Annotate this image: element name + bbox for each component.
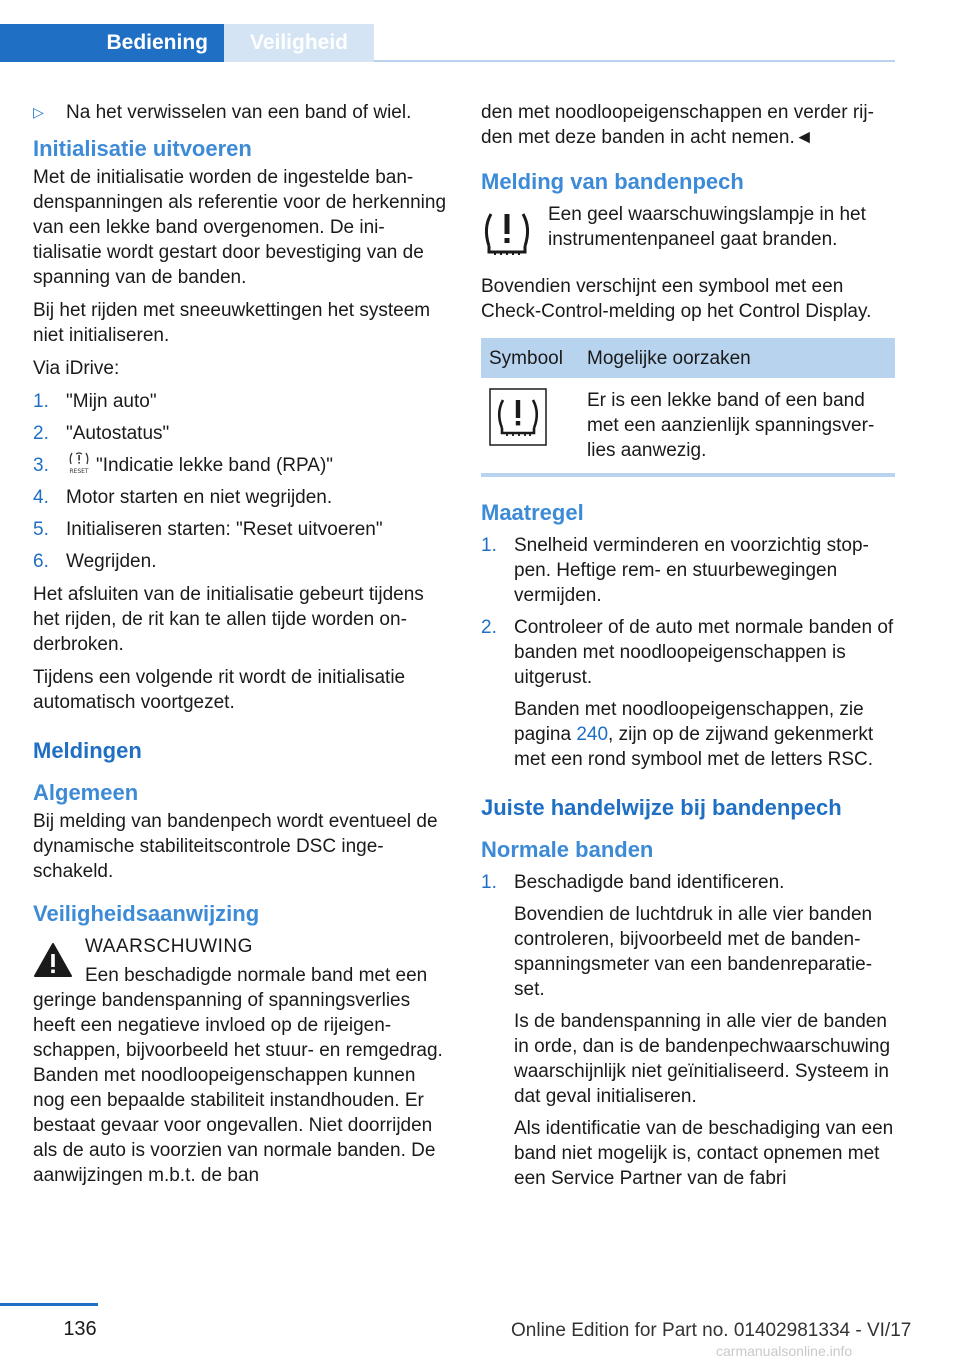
paragraph: Met de initialisatie worden de ingestelde bandenspanningen als referentie voor de herkenning van een lekke band overgenomen. De initialisatie wordt gestart door bevestiging van de spanning van de banden. bbox=[33, 167, 447, 288]
step-text: Initialiseren starten: "Reset uitvoeren" bbox=[66, 519, 383, 540]
heading-meldingen: Meldingen bbox=[33, 738, 142, 763]
step-text-with-icon bbox=[66, 453, 447, 478]
heading-initialisatie: Initialisatie uitvoeren bbox=[33, 136, 252, 161]
idrive-steps bbox=[33, 389, 447, 574]
table-cell-symbol bbox=[481, 378, 579, 475]
paragraph: Een geel waarschuwingslampje in het instrumentenpaneel gaat branden. bbox=[548, 204, 866, 250]
heading-melding-bandenpech: Melding van bandenpech bbox=[481, 169, 744, 194]
page-number: 136 bbox=[63, 1318, 97, 1340]
heading-juiste-handelwijze: Juiste handelwijze bij bandenpech bbox=[481, 795, 842, 820]
step-text: Controleer of de auto met normale banden of banden met noodloopeigenschappen is uitgerust. bbox=[514, 617, 894, 688]
paragraph: Bovendien verschijnt een symbool met een Check-Control-melding op het Control Display. bbox=[481, 276, 872, 322]
left-column bbox=[33, 100, 447, 1188]
step-number: 5. bbox=[33, 519, 49, 540]
bullet-text: Na het verwisselen van een band of wiel. bbox=[66, 102, 412, 123]
paragraph: Bij het rijden met sneeuwkettingen het systeem niet initialiseren. bbox=[33, 300, 431, 346]
table-header-row bbox=[481, 338, 895, 378]
watermark: carmanualsonline.info bbox=[716, 1343, 853, 1359]
step-subtext: Bovendien de luchtdruk in alle vier banden controleren, bijvoorbeeld met de bandenspanningsmeter van een bandenreparatieset. bbox=[514, 904, 873, 1000]
step-number: 1. bbox=[481, 535, 497, 556]
step-subtext: Is de bandenspanning in alle vier de banden in orde, dan is de bandenpechwaarschuwing waarschijnlijk niet geïnitialiseerd. Systeem in dat geval initialiseren. bbox=[514, 1011, 891, 1107]
warning-first-line: Een beschadigde normale band met een bbox=[85, 965, 428, 986]
warning-triangle-icon bbox=[33, 942, 73, 978]
step-text: "Indicatie lekke band (RPA)" bbox=[96, 455, 334, 476]
paragraph: Bij melding van bandenpech wordt eventueel de dynamische stabiliteitscontrole DSC ingeschakeld. bbox=[33, 811, 438, 882]
footer-rule bbox=[0, 1303, 98, 1306]
list-item bbox=[33, 421, 447, 446]
step-subtext: Als identificatie van de beschadiging van een band niet mogelijk is, contact opnemen met een Service Partner van de fabri bbox=[514, 1118, 894, 1189]
page-header bbox=[0, 0, 895, 62]
column-header: Symbool bbox=[481, 338, 579, 378]
tpms-warning-icon bbox=[481, 206, 533, 260]
step-number: 1. bbox=[481, 872, 497, 893]
heading-normale-banden: Normale banden bbox=[481, 837, 654, 862]
page-link-240[interactable]: 240 bbox=[576, 724, 609, 745]
step-number: 2. bbox=[33, 423, 49, 444]
step-number: 6. bbox=[33, 551, 49, 572]
step-number: 1. bbox=[33, 391, 49, 412]
warning-title: WAARSCHUWING bbox=[85, 936, 253, 957]
right-column bbox=[481, 100, 895, 1199]
symbol-table bbox=[481, 338, 895, 477]
step-subtext: Banden met noodloopeigenschappen, zie pagina 240, zijn op de zijwand gekenmerkt met een rond symbool met de letters RSC. bbox=[514, 699, 874, 770]
paragraph: den met noodloopeigenschappen en verder rijden met deze banden in acht nemen.◄ bbox=[481, 102, 874, 148]
paragraph: Tijdens een volgende rit wordt de initialisatie automatisch voortgezet. bbox=[33, 667, 406, 713]
heading-maatregel: Maatregel bbox=[481, 500, 584, 525]
tpms-reset-icon bbox=[66, 450, 92, 476]
step-text: "Autostatus" bbox=[66, 423, 170, 444]
step-text: "Mijn auto" bbox=[66, 391, 157, 412]
step-text: Wegrijden. bbox=[66, 551, 157, 572]
list-item bbox=[33, 549, 447, 574]
tab-bediening[interactable]: Bediening bbox=[0, 24, 224, 62]
list-item bbox=[481, 870, 895, 1191]
tpms-lamp-block bbox=[481, 202, 895, 262]
paragraph: Het afsluiten van de initialisatie gebeurt tijdens het rijden, de rit kan te allen tijde worden onderbroken. bbox=[33, 584, 424, 655]
triangle-bullet-icon: ▷ bbox=[33, 104, 44, 120]
warning-block bbox=[33, 934, 447, 1188]
list-item bbox=[33, 517, 447, 542]
edition-text: Online Edition for Part no. 01402981334 - VI/17 bbox=[511, 1320, 912, 1341]
step-text: Snelheid verminderen en voorzichtig stoppen. Heftige rem- en stuurbewegingen vermijden. bbox=[514, 535, 869, 606]
step-body bbox=[514, 870, 895, 1191]
tab-veiligheid[interactable]: Veiligheid bbox=[224, 24, 374, 62]
step-text: Beschadigde band identificeren. bbox=[514, 872, 785, 893]
tpms-symbol-icon bbox=[489, 388, 547, 446]
list-item bbox=[481, 533, 895, 608]
list-item bbox=[33, 485, 447, 510]
normale-banden-steps bbox=[481, 870, 895, 1191]
column-header: Mogelijke oorzaken bbox=[579, 338, 895, 378]
step-number: 3. bbox=[33, 455, 49, 476]
table-row bbox=[481, 378, 895, 475]
list-item bbox=[33, 389, 447, 414]
step-text: Motor starten en niet wegrijden. bbox=[66, 487, 333, 508]
step-number: 4. bbox=[33, 487, 49, 508]
step-number: 2. bbox=[481, 617, 497, 638]
list-item bbox=[33, 453, 447, 478]
paragraph: Via iDrive: bbox=[33, 358, 120, 379]
reset-label: RESET bbox=[69, 467, 89, 475]
list-item bbox=[481, 615, 895, 772]
step-body bbox=[514, 615, 895, 772]
table-cell-cause: Er is een lekke band of een band met een aanzienlijk spanningsverlies aanwezig. bbox=[579, 378, 895, 475]
maatregel-steps bbox=[481, 533, 895, 772]
bullet-item bbox=[33, 100, 447, 125]
warning-body: geringe bandenspanning of spanningsverlies heeft een negatieve invloed op de rijeigenschappen, bijvoorbeeld het stuur- en remgedrag. Banden met noodloopeigenschappen kunnen nog een bepaalde stabiliteit instandhouden. Er bestaat gevaar voor ongevallen. Niet doorrijden als de auto is voorzien van normale banden. De aanwijzingen m.b.t. de ban bbox=[33, 990, 443, 1186]
heading-veiligheidsaanwijzing: Veiligheidsaanwijzing bbox=[33, 901, 260, 926]
heading-algemeen: Algemeen bbox=[33, 780, 139, 805]
